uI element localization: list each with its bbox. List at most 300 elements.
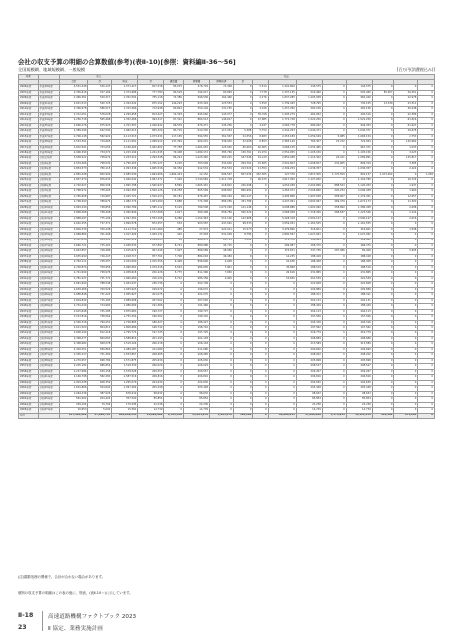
cell-era: 令和15年度 [38, 233, 60, 238]
cell-value: 1,637,285 [268, 96, 296, 101]
cell-value: 0 [253, 227, 268, 232]
cell-value: 1,294,348 [138, 156, 164, 161]
cell-value: 0 [394, 282, 418, 287]
cell-value: 207,002 [138, 298, 164, 303]
cell-value: 7,706 [164, 254, 184, 259]
cell-value: 0 [253, 243, 268, 248]
cell-value: 849,578 [88, 342, 112, 347]
header-income: 収入 [60, 75, 138, 80]
cell-value: 2,608,190 [60, 331, 88, 336]
cell-year: 2014年度 [19, 129, 39, 134]
cell-era: 令和38年度 [38, 358, 60, 363]
cell-value: 1,578,528 [112, 369, 138, 374]
cell-value: 0 [233, 397, 253, 402]
cell-value: 0 [233, 243, 253, 248]
cell-value: 2,696,276 [60, 123, 88, 128]
cell-value: 0 [268, 364, 296, 369]
cell-value: 0 [418, 107, 435, 112]
cell-value: 1,445,279 [268, 112, 296, 117]
cell-year: 2065年度 [19, 408, 39, 413]
cell-value: 0 [268, 380, 296, 385]
cell-value: 208,465 [138, 353, 164, 358]
cell-value: 276,729 [183, 85, 209, 90]
cell-value: 0 [418, 287, 435, 292]
cell-value: 236,736 [138, 282, 164, 287]
cell-value: 1,806,689 [112, 326, 138, 331]
cell-value: 0 [418, 331, 435, 336]
cell-value: 5,129 [164, 205, 184, 210]
cell-value: 2,552,955 [268, 151, 296, 156]
cell-value: 1,315,566 [112, 107, 138, 112]
cell-value: 15,650 [268, 276, 296, 281]
cell-value: 1,915,670 [112, 249, 138, 254]
cell-value: 3,038,522 [60, 156, 88, 161]
cell-value: 213,520 [233, 167, 253, 172]
cell-value: 186,427 [138, 320, 164, 325]
cell-value: 0 [268, 386, 296, 391]
cell-value: 3,476,890 [268, 227, 296, 232]
cell-value: 0 [372, 320, 394, 325]
cell-value: 0 [372, 222, 394, 227]
cell-value: 15,825 [253, 161, 268, 166]
cell-value: 213,589 [296, 342, 322, 347]
cell-value: 0 [233, 408, 253, 413]
cell-value: 0 [394, 304, 418, 309]
cell-value: 0 [253, 293, 268, 298]
cell-value: 0 [372, 358, 394, 363]
cell-value: 1,152,363 [183, 216, 209, 221]
cell-value: 0 [253, 369, 268, 374]
cell-value: 1,601,090 [296, 205, 322, 210]
cell-era: 平成18年度 [38, 85, 60, 90]
cell-value: 1,509,126 [138, 189, 164, 194]
header-management: 管理費 [183, 80, 209, 85]
cell-value: 201,193 [183, 336, 209, 341]
cell-value: 0 [372, 161, 394, 166]
cell-value: 2,065,778 [268, 123, 296, 128]
cell-value: 0 [394, 391, 418, 396]
cell-value: 0 [322, 315, 346, 320]
cell-value: 6,853 [253, 140, 268, 145]
cell-value: 1,461,035 [183, 145, 209, 150]
cell-value: 347,736 [296, 249, 322, 254]
cell-value: 0 [322, 386, 346, 391]
cell-value: 0 [322, 222, 346, 227]
cell-value: 0 [418, 358, 435, 363]
cell-value: 222,608 [346, 282, 372, 287]
cell-value: 2,800,597 [268, 233, 296, 238]
cell-value: 715,183 [88, 298, 112, 303]
cell-value: 26,451 [394, 90, 418, 95]
cell-era: 令和41年度 [38, 375, 60, 380]
total-value: 81,888,253 [268, 413, 296, 418]
cell-value: 2,506,666 [296, 189, 322, 194]
cell-value: 2,111,719 [112, 227, 138, 232]
cell-value: 0 [372, 364, 394, 369]
cell-value: 0 [418, 96, 435, 101]
cell-value: 0 [253, 375, 268, 380]
cell-value: 0 [418, 336, 435, 341]
cell-value: 222,608 [296, 282, 322, 287]
cell-year: 2054年度 [19, 347, 39, 352]
cell-value: 639,158 [88, 369, 112, 374]
cell-value: 0 [253, 391, 268, 396]
cell-value: 568,187 [322, 211, 346, 216]
cell-value: 1,982,774 [112, 200, 138, 205]
cell-value: 0 [233, 402, 253, 407]
cell-value: 1,046,942 [138, 123, 164, 128]
cell-value: 0 [268, 347, 296, 352]
cell-value: 0 [418, 151, 435, 156]
cell-value: 14,739 [346, 408, 372, 413]
cell-value: 3,066,125 [268, 145, 296, 150]
cell-year: 2025年度 [19, 189, 39, 194]
cell-value: 0 [394, 336, 418, 341]
cell-value: 907,449 [138, 249, 164, 254]
cell-value: 85,854 [296, 397, 322, 402]
cell-value: 896,606 [183, 260, 209, 265]
cell-value: 14,739 [138, 408, 164, 413]
cell-year: 2029年度 [19, 211, 39, 216]
total-value: 674,204 [394, 413, 418, 418]
cell-value: 1,352,466 [112, 118, 138, 123]
cell-value: 1,939,923 [112, 287, 138, 292]
cell-value: 0 [394, 315, 418, 320]
cell-value: 0 [418, 145, 435, 150]
cell-value: 0 [233, 309, 253, 314]
cell-value: 204,316 [346, 320, 372, 325]
cell-value: 209,267 [346, 369, 372, 374]
cell-value: 0 [418, 243, 435, 248]
cell-value: 728,257 [88, 260, 112, 265]
cell-value: 0 [253, 222, 268, 227]
cell-value: 0 [372, 408, 394, 413]
cell-value: 85,957 [372, 90, 394, 95]
cell-value: 1,036,357 [346, 167, 372, 172]
cell-value: 1,161,555 [296, 222, 322, 227]
cell-value: 2,604,840 [60, 298, 88, 303]
cell-value: 0 [210, 358, 234, 363]
cell-value: 1,040,371 [346, 129, 372, 134]
cell-value: 504,602 [88, 386, 112, 391]
cell-value: 0 [418, 271, 435, 276]
cell-value: 0 [210, 386, 234, 391]
cell-value: 4,048 [210, 260, 234, 265]
total-value: 114,402 [372, 413, 394, 418]
cell-value: 2,852,948 [268, 156, 296, 161]
cell-value: 0 [253, 315, 268, 320]
cell-value: 0 [394, 238, 418, 243]
cell-value: 723,054 [88, 145, 112, 150]
cell-value: 144,575 [296, 85, 322, 90]
cell-era: 平成29年度 [38, 145, 60, 150]
cell-year: 2008年度 [19, 96, 39, 101]
cell-value: 1,553,857 [112, 353, 138, 358]
cell-value: 0 [253, 402, 268, 407]
cell-value: 2,389,396 [60, 129, 88, 134]
cell-value: 0 [210, 282, 234, 287]
cell-value: 1,795,774 [112, 331, 138, 336]
cell-value: 788,672 [88, 200, 112, 205]
cell-era: 平成22年度 [38, 107, 60, 112]
cell-value: 2,615,848 [60, 309, 88, 314]
cell-era: 令和2年度 [38, 161, 60, 166]
cell-value: 21,556 [233, 134, 253, 139]
cell-value: 1,089,172 [183, 151, 209, 156]
footnote-reference: 個別の収支予算の明細はこの表の他に、別表、(表Ⅱ-10～)に示しています。 [18, 591, 133, 595]
cell-value: 758,674 [88, 156, 112, 161]
cell-value: 864,513 [183, 118, 209, 123]
total-value: 3,574,914 [322, 413, 346, 418]
cell-value: 561,902 [60, 397, 88, 402]
cell-value: 0 [418, 156, 435, 161]
cell-value: 205,630 [138, 358, 164, 363]
cell-year: 2048年度 [19, 315, 39, 320]
cell-year: 2033年度 [19, 233, 39, 238]
cell-value: 209,889 [296, 287, 322, 292]
cell-era: 令和45年度 [38, 397, 60, 402]
cell-value: 586,517 [88, 107, 112, 112]
cell-value: 1,036,357 [296, 167, 322, 172]
cell-value: 0 [164, 293, 184, 298]
cell-value: 5,550 [253, 101, 268, 106]
cell-value: 188,519 [346, 265, 372, 270]
cell-value: 13,339 [372, 101, 394, 106]
cell-value: 1,033 [394, 145, 418, 150]
cell-value: 0 [372, 254, 394, 259]
cell-value: 2,093,346 [112, 167, 138, 172]
cell-value: 1,903,438 [60, 380, 88, 385]
cell-value: 2,098 [394, 205, 418, 210]
cell-value: 209,690 [346, 347, 372, 352]
cell-value: 0 [233, 293, 253, 298]
cell-value: 922,011 [210, 227, 234, 232]
cell-value: 7,907 [164, 249, 184, 254]
cell-value: 988,471 [183, 238, 209, 243]
cell-era: 令和7年度 [38, 189, 60, 194]
cell-era: 令和16年度 [38, 238, 60, 243]
cell-value: 0 [322, 243, 346, 248]
cell-value: 0 [253, 216, 268, 221]
cell-value: 700,448 [88, 227, 112, 232]
cell-value: 1,519,104 [112, 342, 138, 347]
cell-value: 7,901 [210, 265, 234, 270]
cell-value: 0 [418, 134, 435, 139]
cell-value: 1,123,546 [346, 211, 372, 216]
cell-value: 0 [164, 369, 184, 374]
cell-value: 232,905 [322, 161, 346, 166]
cell-value: 3,385 [394, 161, 418, 166]
cell-value: 2,253,189 [268, 134, 296, 139]
cell-value: 0 [268, 320, 296, 325]
cell-era: 令和29年度 [38, 309, 60, 314]
cell-value: 136,761 [233, 151, 253, 156]
cell-value: 980,262 [296, 123, 322, 128]
cell-value: 197,725 [183, 331, 209, 336]
cell-value: 967,371 [346, 145, 372, 150]
cell-value: 2,253,212 [112, 156, 138, 161]
cell-era: 令和23年度 [38, 276, 60, 281]
cell-value: 83,899 [210, 90, 234, 95]
cell-era: 平成24年度 [38, 118, 60, 123]
cell-value: 2,881,448 [60, 172, 88, 177]
cell-value: 0 [322, 265, 346, 270]
cell-value: 374,871 [268, 249, 296, 254]
cell-value: 201,075 [138, 293, 164, 298]
cell-value: 0 [372, 151, 394, 156]
cell-value: 0 [253, 276, 268, 281]
cell-value: 0 [233, 320, 253, 325]
cell-value: 0 [268, 391, 296, 396]
cell-value: 0 [372, 336, 394, 341]
cell-value: 714,980 [88, 304, 112, 309]
cell-value: 799,451 [88, 320, 112, 325]
cell-value: 0 [372, 178, 394, 183]
header-toll: 料金 [112, 80, 138, 85]
cell-value: 209,557 [138, 369, 164, 374]
cell-value: 188,418 [296, 254, 322, 259]
cell-value: 0 [322, 298, 346, 303]
cell-value: 0 [394, 172, 418, 177]
cell-value: 2,906,390 [60, 151, 88, 156]
cell-value: 0 [418, 161, 435, 166]
cell-value: 0 [233, 336, 253, 341]
cell-value: 2,000 [210, 276, 234, 281]
cell-value: 0 [322, 123, 346, 128]
cell-value: 0 [322, 287, 346, 292]
cell-value: 94,356 [164, 167, 184, 172]
cell-value: 1,225,490 [183, 156, 209, 161]
cell-value: 83,719 [164, 129, 184, 134]
cell-value: 0 [253, 304, 268, 309]
cell-value: 0 [394, 326, 418, 331]
cell-value: 469,479 [322, 200, 346, 205]
cell-value: 84,224 [164, 156, 184, 161]
cell-value: 0 [372, 216, 394, 221]
cell-value: 2,639,466 [60, 287, 88, 292]
cell-value: 166,370 [346, 243, 372, 248]
cell-value: 0 [372, 353, 394, 358]
cell-era: 平成26年度 [38, 129, 60, 134]
cell-value: 12,057 [394, 194, 418, 199]
cell-value: 2,113,513 [112, 134, 138, 139]
cell-value: 61,927 [394, 123, 418, 128]
cell-value: 0 [164, 282, 184, 287]
cell-value: 0 [233, 96, 253, 101]
cell-value: 147,349 [164, 140, 184, 145]
cell-value: 188,519 [296, 265, 322, 270]
cell-value: 26,616 [268, 271, 296, 276]
cell-value: 2,661,990 [60, 282, 88, 287]
cell-value: 145,256 [210, 123, 234, 128]
cell-value: 0 [394, 298, 418, 303]
cell-value: 16,724 [394, 178, 418, 183]
cell-value: 197,562 [346, 326, 372, 331]
cell-value: 2,202,896 [296, 183, 322, 188]
cell-value: 29,678 [394, 129, 418, 134]
cell-value: 709,956 [88, 265, 112, 270]
cell-year: 2042年度 [19, 282, 39, 287]
cell-value: 1,295,079 [112, 380, 138, 385]
cell-value: 46,448 [394, 107, 418, 112]
cell-value: 2,090,383 [112, 189, 138, 194]
cell-value: 1,120,453 [346, 183, 372, 188]
cell-value: 125,020 [210, 145, 234, 150]
cell-value: 0 [253, 211, 268, 216]
cell-value: 220,234 [322, 189, 346, 194]
cell-year: 2027年度 [19, 200, 39, 205]
cell-value: 4,504 [164, 265, 184, 270]
cell-value: 20,653 [60, 408, 88, 413]
cell-value: 622,590 [88, 129, 112, 134]
cell-value: 0 [322, 167, 346, 172]
cell-value: 728,976 [88, 271, 112, 276]
cell-value: 1,653,069 [138, 200, 164, 205]
cell-value: 0 [164, 347, 184, 352]
cell-value: 196,742 [183, 326, 209, 331]
cell-value: 131,155 [210, 107, 234, 112]
cell-value: 22,236 [296, 402, 322, 407]
cell-value: 2,058,618 [112, 271, 138, 276]
cell-value: 0 [372, 140, 394, 145]
cell-value: 259,164 [60, 402, 88, 407]
cell-value: 27,974 [183, 227, 209, 232]
cell-year: 2046年度 [19, 304, 39, 309]
cell-value: 780,115 [88, 167, 112, 172]
cell-value: 675,923 [88, 123, 112, 128]
cell-value: 0 [322, 353, 346, 358]
total-value: 33,425,970 [183, 413, 209, 418]
cell-value: 35,868 [268, 265, 296, 270]
cell-value: 0 [268, 353, 296, 358]
cell-era: 令和6年度 [38, 183, 60, 188]
cell-value: 0 [372, 200, 394, 205]
cell-value: 46,484 [210, 254, 234, 259]
cell-value: 2,500,127 [346, 216, 372, 221]
cell-value: 143,077 [210, 112, 234, 117]
cell-value: 0 [372, 271, 394, 276]
cell-value: 0 [394, 386, 418, 391]
cell-value: 0 [233, 265, 253, 270]
cell-value: 0 [418, 375, 435, 380]
cell-value: 40,605 [253, 145, 268, 150]
cell-era: 平成30年度 [38, 151, 60, 156]
cell-year: 2011年度 [19, 112, 39, 117]
cell-value: 540,725 [88, 101, 112, 106]
cell-value: 0 [394, 364, 418, 369]
cell-value: 0 [233, 358, 253, 363]
cell-year: 2019年度 [19, 156, 39, 161]
cell-value: 0 [418, 386, 435, 391]
cell-era: 令和27年度 [38, 298, 60, 303]
cell-value: 0 [233, 118, 253, 123]
cell-value: 204,630 [346, 380, 372, 385]
cell-value: 1,518,330 [112, 364, 138, 369]
cell-value: 72,348 [210, 85, 234, 90]
cell-era: 令和5年度 [38, 178, 60, 183]
cell-value: 166,370 [296, 243, 322, 248]
cell-value: 695,040 [183, 112, 209, 117]
cell-value: 2,643,857 [60, 249, 88, 254]
cell-value: 774,348 [183, 200, 209, 205]
cell-year: 2036年度 [19, 249, 39, 254]
cell-value: 7,429 [164, 178, 184, 183]
cell-value: 1,947 [394, 183, 418, 188]
cell-value: 188,418 [346, 254, 372, 259]
total-value: 4,305,276 [210, 413, 234, 418]
cell-value: 200,226 [138, 271, 164, 276]
table-body [19, 85, 435, 419]
